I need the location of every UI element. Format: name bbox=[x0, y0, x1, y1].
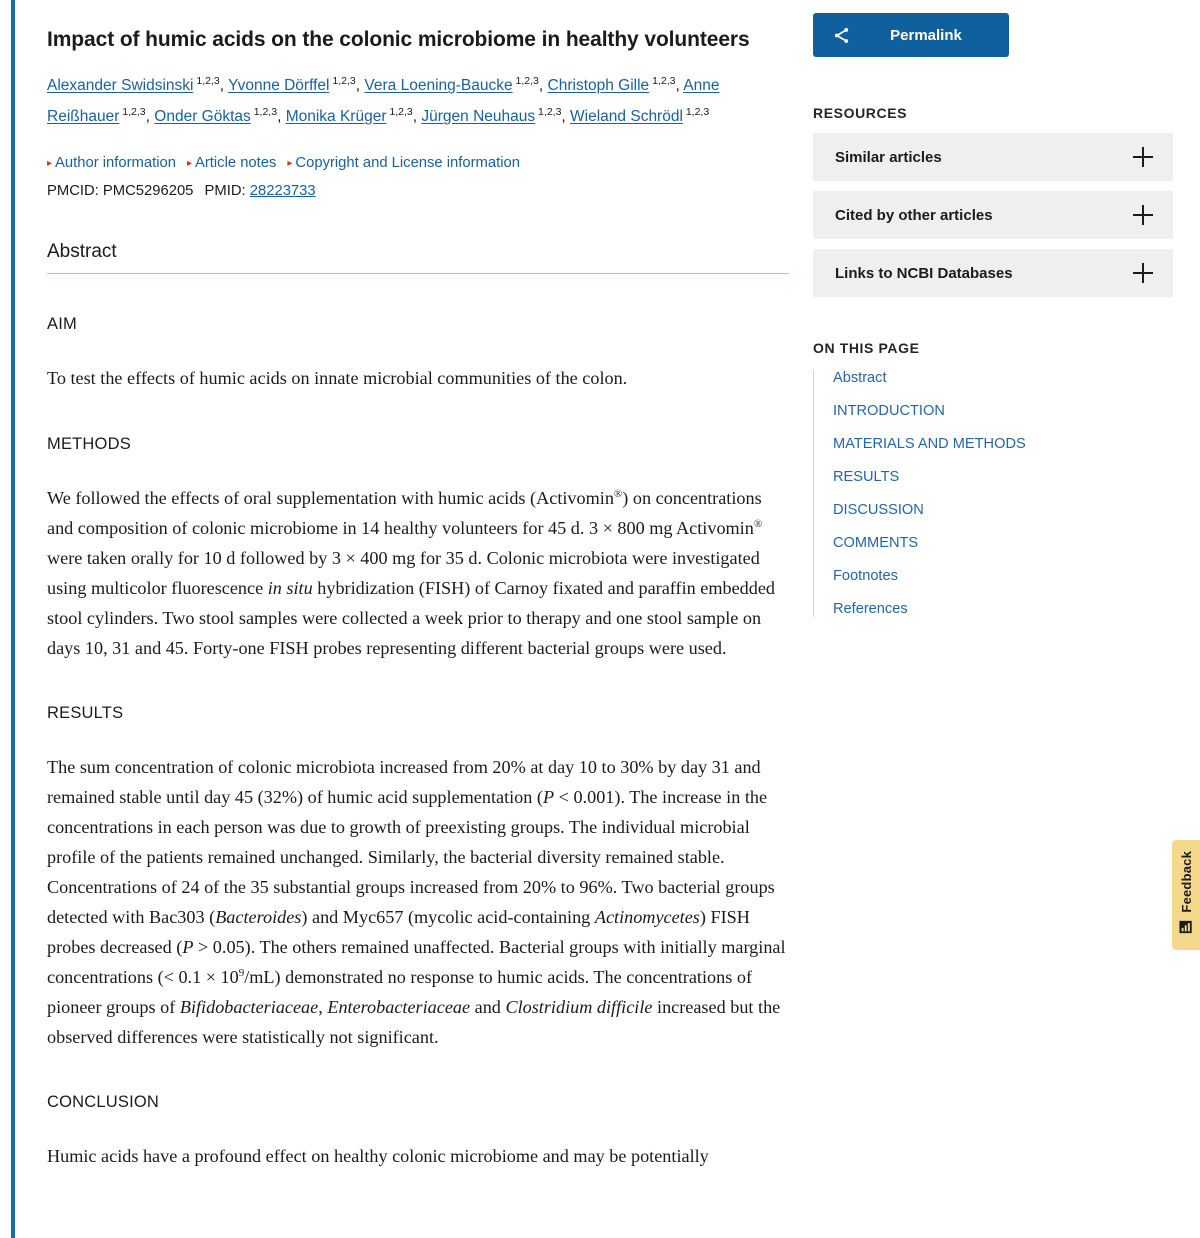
toc-link-comments[interactable]: COMMENTS bbox=[833, 535, 919, 551]
author-affiliation: 1,2,3 bbox=[386, 106, 413, 119]
toc-link-introduction[interactable]: INTRODUCTION bbox=[833, 403, 945, 419]
toc-link-references[interactable]: References bbox=[833, 601, 908, 617]
resource-label: Cited by other articles bbox=[835, 206, 993, 224]
resource-label: Links to NCBI Databases bbox=[835, 264, 1013, 282]
resource-row[interactable] bbox=[813, 191, 1173, 239]
pmid-label: PMID: bbox=[204, 183, 246, 200]
author-separator: , bbox=[219, 77, 229, 95]
author-separator: , bbox=[277, 108, 286, 126]
author-link[interactable]: Onder Göktas bbox=[154, 108, 251, 126]
author-link[interactable]: Vera Loening-Baucke bbox=[364, 77, 513, 95]
article-meta-links bbox=[47, 152, 789, 174]
meta-link[interactable] bbox=[47, 155, 176, 171]
italic-term: Clostridium difficile bbox=[505, 996, 653, 1017]
pmcid-value: PMC5296205 bbox=[102, 183, 194, 200]
toc-link-footnotes[interactable]: Footnotes bbox=[833, 568, 898, 584]
italic-term: Actinomycetes bbox=[594, 906, 700, 927]
on-this-page-heading: ON THIS PAGE bbox=[813, 340, 920, 356]
meta-link-label: Article notes bbox=[194, 155, 277, 172]
permalink-button[interactable] bbox=[813, 13, 1009, 57]
author-list bbox=[47, 70, 789, 132]
author-affiliation: 1,2,3 bbox=[682, 106, 710, 119]
italic-term: Bacteroides bbox=[215, 906, 302, 927]
meta-link-label: Author information bbox=[55, 155, 176, 172]
meta-link-label: Copyright and License information bbox=[295, 155, 520, 172]
abstract-paragraph: To test the effects of humic acids on innate microbial communities of the colon. bbox=[47, 368, 628, 389]
author-affiliation: 1,2,3 bbox=[250, 106, 278, 119]
permalink-label: Permalink bbox=[890, 26, 962, 44]
author-link[interactable]: Yvonne Dörffel bbox=[228, 77, 330, 95]
feedback-label: Feedback bbox=[1178, 851, 1194, 913]
author-affiliation: 1,2,3 bbox=[649, 75, 676, 88]
bar-chart-icon bbox=[1179, 920, 1193, 939]
page-title: Impact of humic acids on the colonic microbiome in healthy volunteers bbox=[47, 28, 750, 51]
abstract-subheading: CONCLUSION bbox=[47, 1093, 160, 1112]
author-affiliation: 1,2,3 bbox=[119, 106, 146, 119]
author-link[interactable]: Monika Krüger bbox=[285, 108, 387, 126]
meta-link[interactable] bbox=[187, 155, 276, 171]
italic-term: P bbox=[542, 786, 555, 807]
abstract-heading: Abstract bbox=[47, 241, 789, 274]
author-separator: , bbox=[412, 108, 422, 126]
author-affiliation: 1,2,3 bbox=[535, 106, 562, 119]
toc-link-abstract[interactable]: Abstract bbox=[833, 370, 887, 386]
italic-term: Enterobacteriaceae bbox=[327, 996, 471, 1017]
meta-link[interactable] bbox=[287, 155, 520, 171]
author-link[interactable]: Alexander Swidsinski bbox=[47, 77, 194, 95]
italic-term: Bifidobacteriaceae bbox=[179, 996, 319, 1017]
feedback-tab[interactable] bbox=[1172, 840, 1200, 950]
share-icon bbox=[821, 26, 861, 45]
abstract-subheading: METHODS bbox=[47, 434, 131, 453]
registered-mark: ® bbox=[613, 487, 623, 500]
article-identifiers bbox=[47, 183, 789, 199]
article-sidebar bbox=[813, 0, 1173, 617]
author-affiliation: 1,2,3 bbox=[512, 75, 539, 88]
author-link[interactable]: Jürgen Neuhaus bbox=[421, 108, 536, 126]
registered-mark: ® bbox=[753, 517, 763, 530]
italic-term: P bbox=[182, 936, 194, 957]
resource-row[interactable] bbox=[813, 133, 1173, 181]
author-separator: , bbox=[675, 77, 684, 95]
triangle-right-icon: ▸ bbox=[186, 158, 192, 170]
plus-icon[interactable] bbox=[1133, 263, 1153, 283]
resource-row[interactable] bbox=[813, 249, 1173, 297]
toc-link-materials-and-methods[interactable]: MATERIALS AND METHODS bbox=[833, 436, 1026, 452]
toc-link-results[interactable]: RESULTS bbox=[833, 469, 900, 485]
resource-label: Similar articles bbox=[835, 148, 942, 166]
author-separator: , bbox=[355, 77, 365, 95]
resources-list bbox=[813, 133, 1173, 297]
author-link[interactable]: Christoph Gille bbox=[547, 77, 650, 95]
author-link[interactable]: Anne Reißhauer bbox=[47, 77, 720, 126]
abstract-subheading: AIM bbox=[47, 315, 77, 334]
plus-icon[interactable] bbox=[1133, 147, 1153, 167]
abstract-subheading: RESULTS bbox=[47, 703, 124, 722]
plus-icon[interactable] bbox=[1133, 205, 1153, 225]
triangle-right-icon: ▸ bbox=[287, 158, 293, 170]
resources-heading: RESOURCES bbox=[813, 105, 908, 121]
author-separator: , bbox=[145, 108, 155, 126]
author-separator: , bbox=[561, 108, 571, 126]
abstract-paragraph: Humic acids have a profound effect on healthy colonic microbiome and may be potentially bbox=[47, 1146, 709, 1167]
table-of-contents bbox=[813, 370, 1173, 617]
pmcid-label: PMCID: bbox=[47, 183, 99, 200]
italic-term: in situ bbox=[267, 577, 313, 598]
pmid-link[interactable]: 28223733 bbox=[249, 183, 316, 200]
toc-link-discussion[interactable]: DISCUSSION bbox=[833, 502, 924, 518]
author-affiliation: 1,2,3 bbox=[193, 75, 220, 88]
author-affiliation: 1,2,3 bbox=[329, 75, 356, 88]
article-main-column bbox=[47, 0, 789, 1171]
exponent: 9 bbox=[238, 966, 245, 979]
triangle-right-icon: ▸ bbox=[47, 158, 53, 170]
abstract-paragraph: We followed the effects of oral supplementation with humic acids (Activomin®) on concentrations and composition of colonic microbiome in 14 healthy volunteers for 45 d. 3 × 800 mg Activomin® were taken orally for 10 d followed by 3 × 400 mg for 35 d. Colonic microbiota were investigated using multicolor fluorescence in situ hybridization (FISH) of Carnoy fixated and paraffin embedded stool cylinders. Two stool samples were collected a week prior to therapy and one stool sample on days 10, 31 and 45. Forty-one FISH probes representing different bacterial groups were used. bbox=[47, 487, 776, 658]
abstract-paragraph: The sum concentration of colonic microbiota increased from 20% at day 10 to 30% by day 31 and remained stable until day 45 (32%) of humic acid supplementation (P < 0.001). The increase in the concentrations in each person was due to growth of preexisting groups. The individual microbial profile of the patients remained unchanged. Similarly, the bacterial diversity remained stable. Concentrations of 24 of the 35 substantial groups increased from 20% to 96%. Two bacterial groups detected with Bac303 (Bacteroides) and Myc657 (mycolic acid-containing Actinomycetes) FISH probes decreased (P > 0.05). The others remained unaffected. Bacterial groups with initially marginal concentrations (< $0.1 \times 10^9/mL$) demonstrated no response to humic acids. The concentrations of pioneer groups of Bifidobacteriaceae, Enterobacteriaceae and Clostridium difficile increased but the observed differences were statistically not significant. bbox=[47, 756, 786, 1047]
abstract-sections bbox=[47, 315, 789, 1171]
author-link[interactable]: Wieland Schrödl bbox=[570, 108, 683, 126]
author-separator: , bbox=[538, 77, 548, 95]
